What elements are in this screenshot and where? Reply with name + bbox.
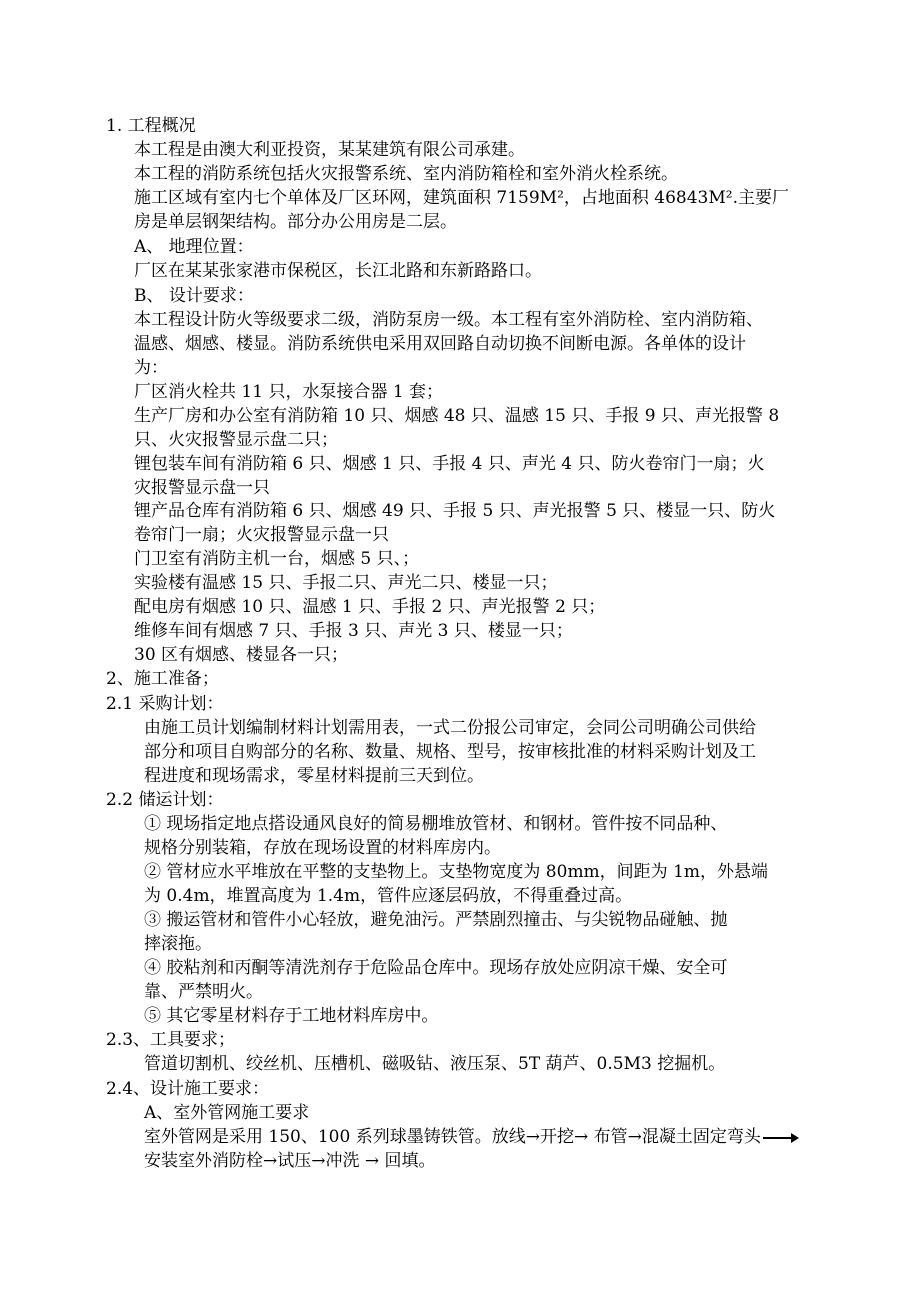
list-item: ① 现场指定地点搭设通风良好的简易棚堆放管材、和钢材。管件按不同品种、 <box>144 814 728 834</box>
paragraph-line: 配电房有烟感 10 只、温感 1 只、手报 2 只、声光报警 2 只； <box>134 597 606 617</box>
paragraph-line: 维修车间有烟感 7 只、手报 3 只、声光 3 只、楼显一只； <box>134 621 573 641</box>
list-item: ⑤ 其它零星材料存于工地材料库房中。 <box>144 1006 439 1026</box>
paragraph-line: 30 区有烟感、楼显各一只； <box>134 645 349 665</box>
paragraph-line: 管道切割机、绞丝机、压槽机、磁吸钻、液压泵、5T 葫芦、0.5M3 挖掘机。 <box>144 1054 726 1074</box>
paragraph-line: 本工程的消防系统包括火灾报警系统、室内消防箱栓和室外消火栓系统。 <box>134 164 678 184</box>
list-item: ④ 胶粘剂和丙酮等清洗剂存于危险品仓库中。现场存放处应阴凉干燥、安全可 <box>144 958 728 978</box>
paragraph-line: 厂区消火栓共 11 只，水泵接合器 1 套； <box>134 382 444 402</box>
paragraph-line: 锂包装车间有消防箱 6 只、烟感 1 只、手报 4 只、声光 4 只、防火卷帘门一扇；火 <box>134 454 765 474</box>
list-item: ② 管材应水平堆放在平整的支垫物上。支垫物宽度为 80mm，间距为 1m，外悬端 <box>144 862 769 882</box>
paragraph-line: 由施工员计划编制材料计划需用表，一式二份报公司审定，会同公司明确公司供给 <box>144 718 756 738</box>
paragraph-line: 温感、烟感、楼显。消防系统供电采用双回路自动切换不间断电源。各单体的设计 <box>134 334 746 354</box>
paragraph-line: 为： <box>134 358 168 378</box>
paragraph-line: 施工区域有室内七个单体及厂区环网，建筑面积 7159M²，占地面积 46843M².主要厂 <box>134 188 789 208</box>
long-arrow-icon <box>763 1132 799 1144</box>
heading-2-1: 2.1 采购计划： <box>106 694 224 714</box>
heading-1: 1. 工程概况 <box>106 116 196 136</box>
paragraph-line: 部分和项目自购部分的名称、数量、规格、型号，按审核批准的材料采购计划及工 <box>144 742 756 762</box>
paragraph-line: 灾报警显示盘一只 <box>134 478 270 498</box>
paragraph-line: 本工程是由澳大利亚投资，某某建筑有限公司承建。 <box>134 140 525 160</box>
paragraph-text: 室外管网是采用 150、100 系列球墨铸铁管。放线→开挖→ 布管→混凝土固定弯头 <box>144 1127 761 1147</box>
list-item: 规格分别装箱，存放在现场设置的材料库房内。 <box>144 838 501 858</box>
paragraph-line: 安装室外消防栓→试压→冲洗 → 回填。 <box>144 1151 436 1171</box>
paragraph-line-with-arrow <box>144 1125 799 1149</box>
paragraph-line: 实验楼有温感 15 只、手报二只、声光二只、楼显一只； <box>134 573 558 593</box>
subheading: A、室外管网施工要求 <box>144 1103 310 1123</box>
heading-2: 2、施工准备； <box>106 669 219 689</box>
list-item: ③ 搬运管材和管件小心轻放，避免油污。严禁剧烈撞击、与尖锐物品碰触、抛 <box>144 910 728 930</box>
subheading-a: A、 地理位置： <box>134 237 254 257</box>
subheading-b: B、 设计要求： <box>134 286 254 306</box>
heading-2-4: 2.4、设计施工要求： <box>106 1079 270 1099</box>
paragraph-line: 锂产品仓库有消防箱 6 只、烟感 49 只、手报 5 只、声光报警 5 只、楼显一只、防火 <box>134 501 776 521</box>
list-item: 靠、严禁明火。 <box>144 982 263 1002</box>
paragraph-line: 生产厂房和办公室有消防箱 10 只、烟感 48 只、温感 15 只、手报 9 只、声光报警 8 <box>134 406 780 426</box>
paragraph-line: 卷帘门一扇；火灾报警显示盘一只 <box>134 525 389 545</box>
list-item: 摔滚拖。 <box>144 934 212 954</box>
paragraph-line: 厂区在某某张家港市保税区，长江北路和东新路路口。 <box>134 261 542 281</box>
heading-2-2: 2.2 储运计划： <box>106 790 224 810</box>
heading-2-3: 2.3、工具要求； <box>106 1030 236 1050</box>
paragraph-line: 本工程设计防火等级要求二级，消防泵房一级。本工程有室外消防栓、室内消防箱、 <box>134 310 763 330</box>
paragraph-line: 只、火灾报警显示盘二只； <box>134 430 338 450</box>
paragraph-line: 房是单层钢架结构。部分办公用房是二层。 <box>134 212 457 232</box>
paragraph-line: 程进度和现场需求，零星材料提前三天到位。 <box>144 766 484 786</box>
paragraph-line: 门卫室有消防主机一台，烟感 5 只、； <box>134 549 420 569</box>
list-item: 为 0.4m，堆置高度为 1.4m，管件应逐层码放，不得重叠过高。 <box>144 886 633 906</box>
